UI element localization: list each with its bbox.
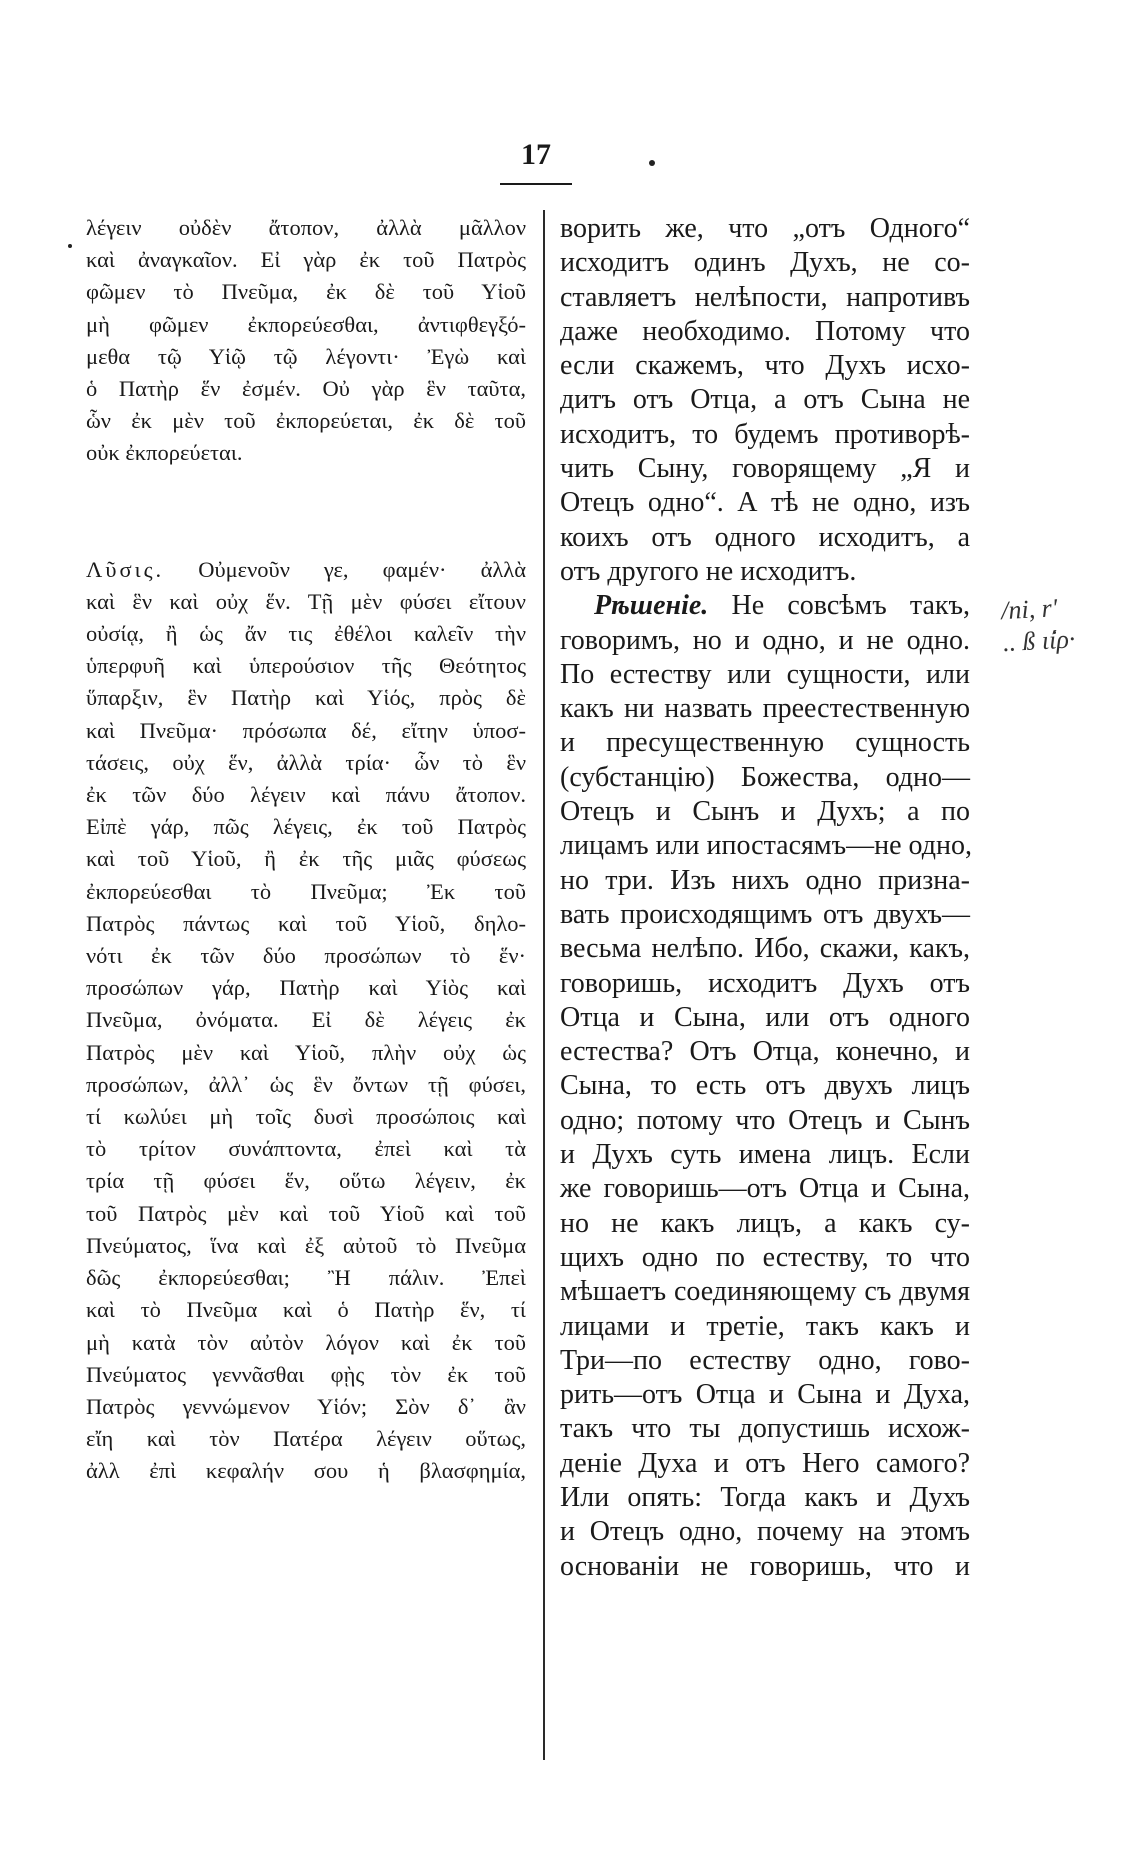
text-line: Πατρὸς πάντως καὶ τοῦ Υἱοῦ, δηλο- [86,910,526,936]
text-line: νότι ἐκ τῶν δύο προσώπων τὸ ἕν· [86,943,526,969]
greek-lysis-first-line: Λῦσις. Οὐμενοῦν γε, φαμέν· ἀλλὰ [86,556,526,582]
text-line: Πνεύματος γεννᾶσθαι φῂς τὸν ἐκ τοῦ [86,1361,526,1387]
text-line: даже необходимо. Потому что [560,315,970,347]
text-line: οὐκ ἐκπορεύεται. [86,440,243,466]
text-line: λέγειν οὐδὲν ἄτοπον, ἀλλὰ μᾶλλον [86,215,526,240]
text-line: коихъ отъ одного исходитъ, а [560,521,970,553]
text-line: исходитъ, то будемъ противорѣ- [560,418,970,450]
text-line: рить—отъ Отца и Сына и Духа, [560,1379,970,1411]
text-line: Отецъ одно“. А тѣ не одно, изъ [560,487,970,519]
text-line: ἐκ τῶν δύο λέγειν καὶ πάνυ ἄτοπον. [86,782,526,808]
text-line: но три. Изъ нихъ одно призна- [560,864,970,896]
russian-paragraph-reshenie [560,589,970,1584]
text-line: ὕπαρξιν, ἓν Πατὴρ καὶ Υἱός, πρὸς δὲ [86,685,526,711]
text-line: щихъ одно по естеству, то что [560,1241,970,1273]
text-line: Или опять: Тогда какъ и Духъ [560,1481,970,1513]
russian-column [560,212,970,1584]
text-line: καὶ Πνεῦμα· πρόσωπα δέ, εἴτην ὑποσ- [86,717,526,743]
handwritten-margin-note: /ni, r' .. ß ι̇ίρ· [1000,593,1076,658]
text-line: Πατρὸς γεννώμενον Υἱόν; Σὸν δ᾽ ἂν [86,1393,526,1419]
text-line: и пресущественную сущность [560,727,970,759]
text-line: дитъ отъ Отца, а отъ Сына не [560,384,970,416]
text-line: одно; потому что Отецъ и Сынъ [560,1104,970,1136]
text-line: же говоришь—отъ Отца и Сына, [560,1173,970,1205]
text-line: Πνεύματος, ἵνα καὶ ἐξ αὐτοῦ τὸ Πνεῦμα [86,1232,526,1258]
text-line: лицамъ или ипостасямъ—не одно, [560,830,972,862]
text-line: чить Сыну, говорящему „Я и [560,453,970,485]
text-line: τάσεις, οὐχ ἕν, ἀλλὰ τρία· ὧν τὸ ἓν [86,749,526,775]
text-line: Εἰπὲ γάρ, πῶς λέγεις, ἐκ τοῦ Πατρὸς [86,814,526,840]
text-line: деніе Духа и отъ Него самого? [560,1447,970,1479]
text-line: οὐσίᾳ, ἢ ὡς ἄν τις ἐθέλοι καλεῖν τὴν [86,621,526,647]
greek-paragraph-lysis [86,554,526,1488]
text-line: προσώπων, ἀλλ᾽ ὡς ἓν ὄντων τῇ φύσει, [86,1071,526,1097]
text-line: προσώπων γάρ, Πατὴρ καὶ Υἱὸς καὶ [86,975,526,1001]
text-line: ὑπερφυῆ καὶ ὑπερούσιον τῆς Θεότητος [86,653,526,679]
text-line: Πατρὸς μὲν καὶ Υἱοῦ, πλὴν οὐχ ὡς [86,1039,526,1065]
text-line: если скажемъ, что Духъ исхо- [560,350,970,382]
text-line: и Отецъ одно, почему на этомъ [560,1516,970,1548]
text-line: но не какъ лицъ, а какъ су- [560,1207,970,1239]
text-line: τοῦ Πατρὸς μὲν καὶ τοῦ Υἱοῦ καὶ τοῦ [86,1200,526,1226]
text-line: говоришь, исходитъ Духъ отъ [560,967,970,999]
text-line: ὁ Πατὴρ ἕν ἐσμέν. Οὐ γὰρ ἓν ταῦτα, [86,376,526,402]
text-line: Отецъ и Сынъ и Духъ; а по [560,796,970,828]
text-line: отъ другого не исходитъ. [560,555,857,587]
text-line: τί κωλύει μὴ τοῖς δυσὶ προσώποις καὶ [86,1104,526,1130]
russian-paragraph-question [560,212,970,589]
text-line: μὴ κατὰ τὸν αὐτὸν λόγον καὶ ἐκ τοῦ [86,1329,526,1355]
text-line: τρία τῇ φύσει ἕν, οὕτω λέγειν, ἐκ [86,1168,526,1194]
column-divider [543,210,545,1760]
text-line: (субстанцію) Божества, одно— [560,761,970,793]
text-line: естества? Отъ Отца, конечно, и [560,1036,970,1068]
text-line: ἐκπορεύεσθαι τὸ Πνεῦμα; Ἐκ τοῦ [86,878,526,904]
text-line: καὶ τὸ Πνεῦμα καὶ ὁ Πατὴρ ἕν, τί [86,1297,526,1323]
page-number-rule [500,183,572,185]
text-line: вать происходящимъ отъ двухъ— [560,898,970,930]
text-line: основаніи не говоришь, что и [560,1550,970,1582]
text-line: μεθα τῷ Υἱῷ τῷ λέγοντι· Ἐγὼ καὶ [86,343,526,369]
text-line: такъ что ты допустишь исхож- [560,1413,970,1445]
text-line: какъ ни назвать преестественную [560,693,970,725]
russian-reshenie-first-line: Рѣшеніе. Не совсѣмъ такъ, [594,590,970,622]
text-line: καὶ ἓν καὶ οὐχ ἕν. Τῇ μὲν φύσει εἴτουν [86,588,526,614]
text-line: Πνεῦμα, ὀνόματα. Εἰ δὲ λέγεις ἐκ [86,1007,526,1033]
text-line: весьма нелѣпо. Ибо, скажи, какъ, [560,933,970,965]
text-line: лицами и третіе, такъ какъ и [560,1310,970,1342]
text-line: ἀλλ ἐπὶ κεφαλήν σου ἡ βλασφημία, [86,1458,526,1484]
text-line: μὴ φῶμεν ἐκπορεύεσθαι, ἀντιφθεγξό- [86,311,526,337]
text-line: φῶμεν τὸ Πνεῦμα, ἐκ δὲ τοῦ Υἱοῦ [86,279,526,305]
text-line: Три—по естеству одно, гово- [560,1344,970,1376]
text-line: τὸ τρίτον συνάπτοντα, ἐπεὶ καὶ τὰ [86,1136,526,1162]
ink-dot [649,160,655,166]
page-number: 17 [521,138,551,171]
text-line: мѣшаетъ соединяющему съ двумя [560,1276,970,1308]
text-line: καὶ ἀναγκαῖον. Εἰ γὰρ ἐκ τοῦ Πατρὸς [86,247,526,273]
text-line: говоримъ, но и одно, и не одно. [560,624,970,656]
text-line: εἴη καὶ τὸν Πατέρα λέγειν οὕτως, [86,1426,526,1452]
text-line: Отца и Сына, или отъ одного [560,1001,970,1033]
text-line: ворить же, что „отъ Одного“ [560,213,970,244]
lysis-heading: Λῦσις. [86,556,165,582]
greek-paragraph-question [86,212,526,470]
text-line: ставляетъ нелѣпости, напротивъ [560,281,970,313]
text-line: ὧν ἐκ μὲν τοῦ ἐκπορεύεται, ἐκ δὲ τοῦ [86,408,526,434]
reshenie-heading: Рѣшеніе. [594,590,709,622]
text-line: По естеству или сущности, или [560,658,970,690]
greek-column [86,212,526,1488]
text-line: исходитъ одинъ Духъ, не со- [560,247,970,279]
text-line: καὶ τοῦ Υἱοῦ, ἢ ἐκ τῆς μιᾶς φύσεως [86,846,526,872]
text-line: Сына, то есть отъ двухъ лицъ [560,1070,970,1102]
ink-dot [68,244,72,248]
text-line: и Духъ суть имена лицъ. Если [560,1139,970,1171]
text-line: δῶς ἐκπορεύεσθαι; Ἢ πάλιν. Ἐπεὶ [86,1265,526,1291]
